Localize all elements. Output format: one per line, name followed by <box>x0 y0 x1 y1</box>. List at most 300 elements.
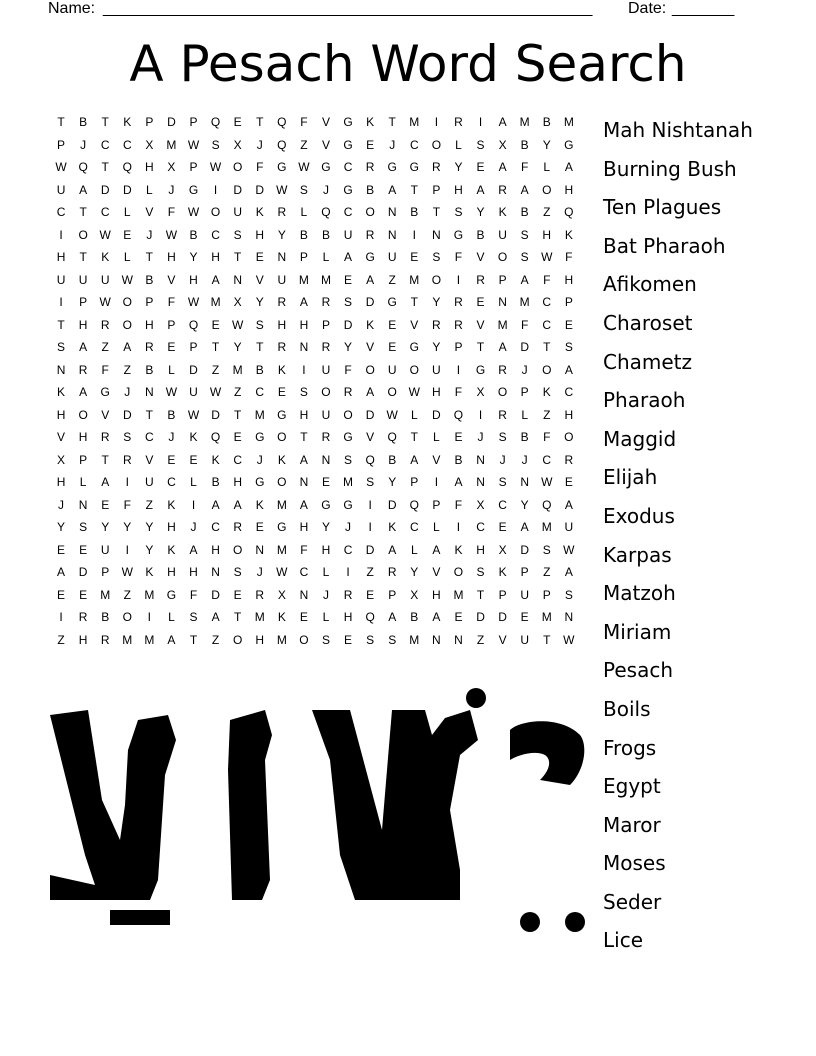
grid-cell[interactable]: U <box>56 182 66 197</box>
grid-cell[interactable]: S <box>366 632 375 647</box>
grid-cell[interactable]: H <box>78 632 88 647</box>
grid-cell[interactable]: G <box>166 587 177 602</box>
grid-cell[interactable]: S <box>57 340 66 354</box>
grid-cell[interactable]: J <box>124 385 131 399</box>
grid-cell[interactable]: I <box>302 362 306 377</box>
grid-cell[interactable]: O <box>387 385 397 399</box>
grid-cell[interactable]: P <box>432 182 441 197</box>
grid-cell[interactable]: M <box>409 115 420 129</box>
grid-cell[interactable]: B <box>388 452 397 467</box>
grid-cell[interactable]: Y <box>255 295 264 309</box>
grid-cell[interactable]: R <box>498 407 507 422</box>
grid-cell[interactable]: A <box>101 475 110 489</box>
grid-cell[interactable]: S <box>255 317 264 332</box>
grid-cell[interactable]: A <box>79 385 88 399</box>
grid-cell[interactable]: E <box>233 115 242 129</box>
grid-cell[interactable]: I <box>125 542 129 557</box>
grid-cell[interactable]: O <box>564 430 574 444</box>
grid-cell[interactable]: A <box>211 272 220 287</box>
grid-cell[interactable]: F <box>123 497 131 512</box>
grid-cell[interactable]: B <box>520 430 529 444</box>
grid-cell[interactable]: S <box>542 542 551 557</box>
grid-cell[interactable]: M <box>497 317 508 332</box>
grid-cell[interactable]: A <box>366 385 375 399</box>
grid-cell[interactable]: G <box>277 407 287 422</box>
grid-cell[interactable]: W <box>209 160 222 174</box>
grid-cell[interactable]: E <box>299 610 308 624</box>
grid-cell[interactable]: L <box>123 205 131 219</box>
grid-cell[interactable]: A <box>498 115 507 129</box>
grid-cell[interactable]: X <box>476 497 485 512</box>
grid-cell[interactable]: K <box>101 250 110 264</box>
grid-cell[interactable]: Q <box>210 430 221 444</box>
grid-cell[interactable]: R <box>78 362 88 377</box>
grid-cell[interactable]: K <box>57 385 66 399</box>
grid-cell[interactable]: U <box>321 362 331 377</box>
grid-cell[interactable]: K <box>167 542 176 557</box>
grid-cell[interactable]: J <box>168 182 175 197</box>
grid-cell[interactable]: P <box>57 137 66 152</box>
grid-cell[interactable]: V <box>321 115 330 129</box>
grid-cell[interactable]: M <box>519 115 530 129</box>
grid-cell[interactable]: A <box>388 182 397 197</box>
grid-cell[interactable]: H <box>233 475 242 489</box>
grid-cell[interactable]: W <box>541 250 553 264</box>
grid-cell[interactable]: E <box>388 340 397 354</box>
grid-cell[interactable]: F <box>189 587 198 602</box>
grid-cell[interactable]: R <box>365 227 375 242</box>
grid-cell[interactable]: O <box>343 407 353 422</box>
grid-cell[interactable]: H <box>78 317 88 332</box>
grid-cell[interactable]: D <box>255 182 265 197</box>
grid-cell[interactable]: B <box>542 115 551 129</box>
grid-cell[interactable]: D <box>211 407 220 422</box>
grid-cell[interactable]: E <box>277 385 286 399</box>
grid-cell[interactable]: Q <box>564 205 574 219</box>
grid-cell[interactable]: F <box>101 362 109 377</box>
grid-cell[interactable]: I <box>368 520 372 534</box>
grid-cell[interactable]: E <box>79 587 88 602</box>
grid-cell[interactable]: Y <box>432 340 441 354</box>
grid-cell[interactable]: A <box>388 610 397 624</box>
grid-cell[interactable]: W <box>165 385 178 399</box>
grid-cell[interactable]: H <box>255 632 265 647</box>
grid-cell[interactable]: R <box>476 272 485 287</box>
grid-cell[interactable]: V <box>432 565 441 579</box>
grid-cell[interactable]: T <box>101 452 109 467</box>
grid-cell[interactable]: D <box>100 182 110 197</box>
grid-cell[interactable]: Z <box>123 362 131 377</box>
grid-cell[interactable]: S <box>321 632 330 647</box>
grid-cell[interactable]: O <box>232 632 243 647</box>
grid-cell[interactable]: W <box>232 317 244 332</box>
grid-cell[interactable]: P <box>189 160 198 174</box>
grid-cell[interactable]: T <box>101 115 109 129</box>
grid-cell[interactable]: O <box>497 250 508 264</box>
grid-cell[interactable]: C <box>409 520 419 534</box>
grid-cell[interactable]: F <box>521 160 529 174</box>
grid-cell[interactable]: O <box>321 385 331 399</box>
grid-cell[interactable]: B <box>410 205 419 219</box>
grid-cell[interactable]: U <box>233 205 242 219</box>
grid-cell[interactable]: H <box>145 317 154 332</box>
grid-cell[interactable]: L <box>433 520 440 534</box>
grid-cell[interactable]: X <box>498 542 507 557</box>
grid-cell[interactable]: C <box>145 430 154 444</box>
grid-cell[interactable]: K <box>366 317 375 332</box>
grid-cell[interactable]: U <box>321 407 331 422</box>
grid-cell[interactable]: P <box>79 295 88 309</box>
grid-cell[interactable]: M <box>276 632 287 647</box>
grid-cell[interactable]: W <box>187 407 200 422</box>
grid-cell[interactable]: R <box>343 587 353 602</box>
grid-cell[interactable]: R <box>100 317 110 332</box>
grid-cell[interactable]: S <box>211 137 220 152</box>
grid-cell[interactable]: O <box>122 295 132 309</box>
grid-cell[interactable]: T <box>79 250 87 264</box>
grid-cell[interactable]: O <box>210 205 221 219</box>
grid-cell[interactable]: K <box>167 497 176 512</box>
grid-cell[interactable]: W <box>187 205 200 219</box>
grid-cell[interactable]: B <box>79 115 88 129</box>
grid-cell[interactable]: T <box>256 115 264 129</box>
grid-cell[interactable]: N <box>299 475 309 489</box>
grid-cell[interactable]: V <box>476 317 485 332</box>
grid-cell[interactable]: Z <box>543 407 551 422</box>
grid-cell[interactable]: E <box>123 227 132 242</box>
grid-cell[interactable]: E <box>366 587 375 602</box>
grid-cell[interactable]: F <box>256 160 264 174</box>
grid-cell[interactable]: Q <box>277 115 287 129</box>
grid-cell[interactable]: K <box>255 205 264 219</box>
grid-cell[interactable]: W <box>187 137 200 152</box>
grid-cell[interactable]: U <box>189 385 198 399</box>
grid-cell[interactable]: M <box>409 632 420 647</box>
grid-cell[interactable]: B <box>520 205 529 219</box>
grid-cell[interactable]: G <box>343 137 353 152</box>
grid-cell[interactable]: K <box>145 565 154 579</box>
grid-cell[interactable]: R <box>145 340 154 354</box>
grid-cell[interactable]: A <box>211 610 220 624</box>
grid-cell[interactable]: M <box>541 520 552 534</box>
grid-cell[interactable]: E <box>255 520 264 534</box>
grid-cell[interactable]: F <box>300 542 308 557</box>
grid-cell[interactable]: L <box>79 475 87 489</box>
grid-cell[interactable]: D <box>498 610 507 624</box>
grid-cell[interactable]: D <box>520 542 530 557</box>
grid-cell[interactable]: B <box>167 407 176 422</box>
grid-cell[interactable]: O <box>365 205 375 219</box>
grid-cell[interactable]: P <box>520 565 529 579</box>
grid-cell[interactable]: R <box>454 295 463 309</box>
grid-cell[interactable]: B <box>454 452 463 467</box>
grid-cell[interactable]: C <box>476 520 485 534</box>
grid-cell[interactable]: Y <box>233 340 242 354</box>
grid-cell[interactable]: R <box>432 317 441 332</box>
grid-cell[interactable]: T <box>256 340 264 354</box>
grid-cell[interactable]: J <box>499 452 506 467</box>
grid-cell[interactable]: T <box>233 250 242 264</box>
grid-cell[interactable]: A <box>299 295 308 309</box>
grid-cell[interactable]: N <box>56 362 66 377</box>
grid-cell[interactable]: W <box>121 272 133 287</box>
grid-cell[interactable]: D <box>387 497 397 512</box>
grid-cell[interactable]: P <box>79 452 88 467</box>
grid-cell[interactable]: F <box>167 205 176 219</box>
grid-cell[interactable]: T <box>189 632 198 647</box>
grid-cell[interactable]: G <box>255 430 265 444</box>
grid-cell[interactable]: N <box>145 385 154 399</box>
grid-cell[interactable]: B <box>299 227 308 242</box>
grid-cell[interactable]: P <box>388 587 397 602</box>
grid-cell[interactable]: R <box>321 340 331 354</box>
grid-cell[interactable]: A <box>79 340 88 354</box>
grid-cell[interactable]: Q <box>365 610 375 624</box>
grid-cell[interactable]: I <box>125 475 129 489</box>
grid-cell[interactable]: U <box>78 272 88 287</box>
grid-cell[interactable]: Y <box>520 497 529 512</box>
grid-cell[interactable]: V <box>366 430 375 444</box>
name-blank[interactable]: _______________________________________________________ <box>103 0 593 17</box>
grid-cell[interactable]: M <box>563 115 574 129</box>
grid-cell[interactable]: Z <box>366 565 374 579</box>
grid-cell[interactable]: A <box>79 182 88 197</box>
grid-cell[interactable]: S <box>432 250 441 264</box>
grid-cell[interactable]: D <box>122 182 132 197</box>
grid-cell[interactable]: C <box>343 542 353 557</box>
grid-cell[interactable]: H <box>56 407 66 422</box>
grid-cell[interactable]: H <box>189 272 198 287</box>
grid-cell[interactable]: I <box>456 362 461 377</box>
grid-cell[interactable]: G <box>365 250 375 264</box>
grid-cell[interactable]: D <box>167 115 176 129</box>
grid-cell[interactable]: B <box>211 475 220 489</box>
grid-cell[interactable]: Q <box>188 317 199 332</box>
grid-cell[interactable]: E <box>167 340 176 354</box>
grid-cell[interactable]: J <box>521 362 528 377</box>
grid-cell[interactable]: E <box>233 430 242 444</box>
grid-cell[interactable]: P <box>321 317 330 332</box>
grid-cell[interactable]: H <box>167 565 176 579</box>
grid-cell[interactable]: Z <box>211 632 220 647</box>
grid-cell[interactable]: H <box>211 250 220 264</box>
grid-cell[interactable]: Q <box>277 137 287 152</box>
grid-cell[interactable]: S <box>520 227 529 242</box>
grid-cell[interactable]: V <box>432 452 441 467</box>
grid-cell[interactable]: V <box>410 317 419 332</box>
grid-cell[interactable]: E <box>57 587 66 602</box>
grid-cell[interactable]: G <box>475 362 486 377</box>
grid-cell[interactable]: T <box>410 182 418 197</box>
grid-cell[interactable]: H <box>299 407 309 422</box>
grid-cell[interactable]: W <box>276 565 288 579</box>
grid-cell[interactable]: G <box>343 115 353 129</box>
grid-cell[interactable]: O <box>122 317 132 332</box>
grid-cell[interactable]: X <box>167 160 176 174</box>
grid-cell[interactable]: Y <box>189 250 198 264</box>
grid-cell[interactable]: N <box>387 205 397 219</box>
grid-cell[interactable]: W <box>55 160 67 174</box>
grid-cell[interactable]: G <box>188 182 199 197</box>
grid-cell[interactable]: W <box>563 632 575 647</box>
grid-cell[interactable]: V <box>145 205 154 219</box>
grid-cell[interactable]: S <box>498 475 507 489</box>
grid-cell[interactable]: K <box>542 385 551 399</box>
grid-cell[interactable]: O <box>277 475 287 489</box>
letter-grid[interactable] <box>50 111 580 651</box>
grid-cell[interactable]: E <box>189 452 198 467</box>
grid-cell[interactable]: S <box>344 452 353 467</box>
grid-cell[interactable]: G <box>564 137 574 152</box>
grid-cell[interactable]: L <box>322 565 330 579</box>
grid-cell[interactable]: K <box>454 542 463 557</box>
grid-cell[interactable]: M <box>144 587 155 602</box>
grid-cell[interactable]: O <box>431 272 442 287</box>
grid-cell[interactable]: E <box>79 542 88 557</box>
grid-cell[interactable]: P <box>189 115 198 129</box>
grid-cell[interactable]: P <box>432 497 441 512</box>
grid-cell[interactable]: F <box>543 430 551 444</box>
grid-cell[interactable]: H <box>299 317 309 332</box>
grid-cell[interactable]: R <box>277 295 287 309</box>
grid-cell[interactable]: E <box>321 475 330 489</box>
grid-cell[interactable]: E <box>211 317 220 332</box>
grid-cell[interactable]: H <box>255 227 265 242</box>
grid-cell[interactable]: I <box>59 610 63 624</box>
grid-cell[interactable]: A <box>520 520 529 534</box>
grid-cell[interactable]: F <box>167 295 176 309</box>
grid-cell[interactable]: L <box>410 542 418 557</box>
grid-cell[interactable]: O <box>232 542 243 557</box>
grid-cell[interactable]: H <box>476 542 485 557</box>
grid-cell[interactable]: S <box>564 340 573 354</box>
date-blank[interactable]: _______ <box>672 0 735 17</box>
grid-cell[interactable]: R <box>454 115 463 129</box>
grid-cell[interactable]: E <box>344 632 353 647</box>
grid-cell[interactable]: F <box>565 250 573 264</box>
grid-cell[interactable]: S <box>189 610 198 624</box>
grid-cell[interactable]: O <box>409 362 419 377</box>
grid-cell[interactable]: O <box>277 430 287 444</box>
grid-cell[interactable]: T <box>476 587 485 602</box>
grid-cell[interactable]: K <box>277 362 286 377</box>
grid-cell[interactable]: I <box>434 475 439 489</box>
grid-cell[interactable]: U <box>387 362 397 377</box>
grid-cell[interactable]: L <box>433 430 440 444</box>
grid-cell[interactable]: T <box>233 407 242 422</box>
grid-cell[interactable]: A <box>366 272 375 287</box>
grid-cell[interactable]: W <box>298 160 310 174</box>
grid-cell[interactable]: B <box>321 227 330 242</box>
grid-cell[interactable]: I <box>478 115 483 129</box>
grid-cell[interactable]: S <box>388 632 397 647</box>
grid-cell[interactable]: D <box>343 317 353 332</box>
grid-cell[interactable]: A <box>432 610 441 624</box>
grid-cell[interactable]: G <box>387 295 397 309</box>
grid-cell[interactable]: N <box>277 250 287 264</box>
grid-cell[interactable]: E <box>520 610 529 624</box>
grid-cell[interactable]: I <box>368 497 372 512</box>
grid-cell[interactable]: S <box>299 182 308 197</box>
grid-cell[interactable]: I <box>147 610 152 624</box>
grid-cell[interactable]: A <box>57 565 66 579</box>
grid-cell[interactable]: J <box>477 430 484 444</box>
grid-cell[interactable]: S <box>498 430 507 444</box>
grid-cell[interactable]: A <box>388 542 397 557</box>
grid-cell[interactable]: F <box>454 497 463 512</box>
grid-cell[interactable]: Q <box>321 205 331 219</box>
grid-cell[interactable]: S <box>344 295 353 309</box>
grid-cell[interactable]: Y <box>476 205 485 219</box>
grid-cell[interactable]: R <box>277 340 287 354</box>
grid-cell[interactable]: R <box>277 205 287 219</box>
grid-cell[interactable]: O <box>542 362 552 377</box>
grid-cell[interactable]: Z <box>145 497 154 512</box>
grid-cell[interactable]: K <box>255 497 264 512</box>
grid-cell[interactable]: E <box>476 160 485 174</box>
grid-cell[interactable]: K <box>366 115 375 129</box>
grid-cell[interactable]: H <box>564 407 574 422</box>
grid-cell[interactable]: C <box>343 205 353 219</box>
grid-cell[interactable]: O <box>431 137 442 152</box>
grid-cell[interactable]: I <box>191 497 196 512</box>
grid-cell[interactable]: W <box>121 565 133 579</box>
grid-cell[interactable]: G <box>321 497 331 512</box>
grid-cell[interactable]: C <box>100 205 110 219</box>
grid-cell[interactable]: W <box>386 407 398 422</box>
grid-cell[interactable]: O <box>542 182 552 197</box>
grid-cell[interactable]: L <box>455 137 462 152</box>
grid-cell[interactable]: S <box>233 565 242 579</box>
grid-cell[interactable]: S <box>564 587 573 602</box>
grid-cell[interactable]: P <box>498 272 507 287</box>
grid-cell[interactable]: N <box>233 272 242 287</box>
grid-cell[interactable]: C <box>56 205 66 219</box>
grid-cell[interactable]: D <box>365 407 375 422</box>
grid-cell[interactable]: Y <box>145 520 154 534</box>
grid-cell[interactable]: C <box>542 295 552 309</box>
grid-cell[interactable]: M <box>100 587 111 602</box>
grid-cell[interactable]: N <box>564 610 574 624</box>
grid-cell[interactable]: E <box>388 317 397 332</box>
grid-cell[interactable]: A <box>498 160 507 174</box>
grid-cell[interactable]: E <box>454 430 463 444</box>
grid-cell[interactable]: U <box>498 227 507 242</box>
grid-cell[interactable]: M <box>320 272 331 287</box>
grid-cell[interactable]: D <box>189 362 198 377</box>
grid-cell[interactable]: H <box>343 610 353 624</box>
grid-cell[interactable]: Z <box>543 565 551 579</box>
grid-cell[interactable]: M <box>453 587 464 602</box>
grid-cell[interactable]: X <box>233 295 242 309</box>
grid-cell[interactable]: F <box>300 115 308 129</box>
grid-cell[interactable]: E <box>410 250 419 264</box>
grid-cell[interactable]: V <box>57 430 66 444</box>
grid-cell[interactable]: L <box>410 407 418 422</box>
grid-cell[interactable]: M <box>276 542 287 557</box>
grid-cell[interactable]: I <box>434 115 439 129</box>
grid-cell[interactable]: M <box>541 610 552 624</box>
grid-cell[interactable]: W <box>99 295 111 309</box>
grid-cell[interactable]: C <box>211 520 220 534</box>
grid-cell[interactable]: E <box>498 520 507 534</box>
grid-cell[interactable]: T <box>145 407 154 422</box>
grid-cell[interactable]: R <box>432 160 441 174</box>
grid-cell[interactable]: F <box>344 362 352 377</box>
grid-cell[interactable]: H <box>167 520 176 534</box>
grid-cell[interactable]: A <box>520 272 529 287</box>
grid-cell[interactable]: X <box>476 385 485 399</box>
